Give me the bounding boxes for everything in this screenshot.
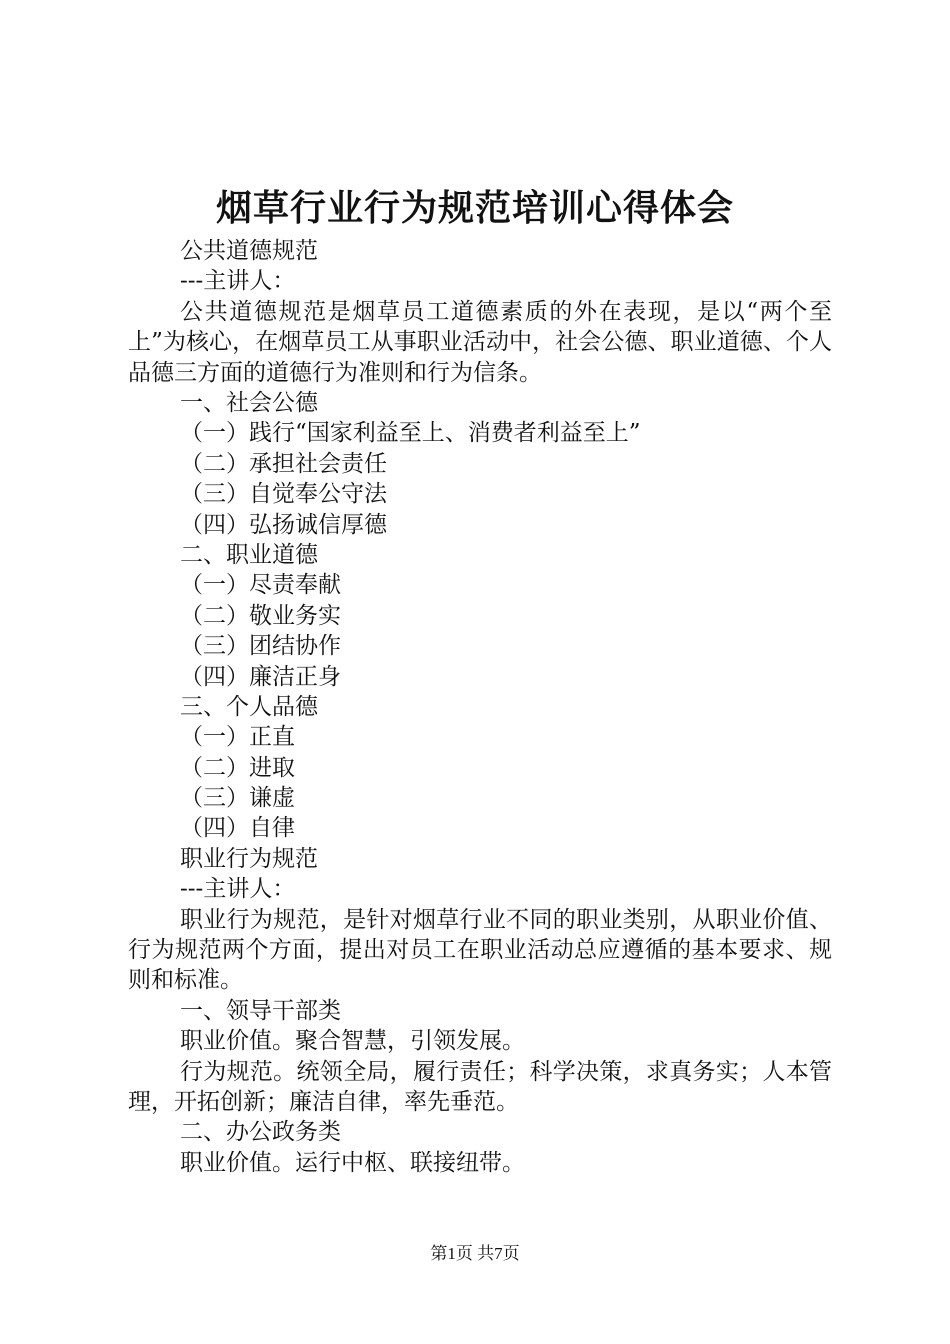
text-line: 职业价值。聚合智慧，引领发展。 [180,1028,525,1055]
list-heading: 一、社会公德 [180,390,318,416]
paragraph: 行为规范。统领全局，履行责任；科学决策，求真务实；人本管理，开拓创新；廉洁自律，率先垂范。 [128,1058,832,1116]
list-heading: 二、办公政务类 [180,1119,341,1146]
list-item: （三）谦虚 [180,785,295,812]
speaker-line: ---主讲人： [180,876,296,903]
list-item: （三）团结协作 [180,633,341,660]
paragraph: 公共道德规范是烟草员工道德素质的外在表现，是以“两个至上”为核心，在烟草员工从事职业活动中，社会公德、职业道德、个人品德三方面的道德行为准则和行为信条。 [128,298,832,386]
page-number-footer: 第1页 共7页 [430,1244,520,1263]
list-heading: 一、领导干部类 [180,997,341,1024]
list-item: （一）尽责奉献 [180,572,341,599]
section-heading: 职业行为规范 [180,845,318,872]
section-heading: 公共道德规范 [180,238,318,264]
document-title: 烟草行业行为规范培训心得体会 [215,187,734,229]
list-item: （四）弘扬诚信厚德 [180,511,387,538]
paragraph: 职业行为规范，是针对烟草行业不同的职业类别，从职业价值、行为规范两个方面，提出对员工在职业活动总应遵循的基本要求、规则和标准。 [128,906,832,994]
list-item: （三）自觉奉公守法 [180,481,387,508]
list-item: （二）敬业务实 [180,602,341,629]
list-item: （二）承担社会责任 [180,450,387,477]
list-item: （一）正直 [180,724,295,751]
list-heading: 三、个人品德 [180,693,318,720]
list-item: （一）践行“国家利益至上、消费者利益至上” [180,420,641,447]
text-line: 职业价值。运行中枢、联接纽带。 [180,1149,525,1176]
list-item: （四）自律 [180,815,295,842]
list-item: （四）廉洁正身 [180,663,341,690]
document-body [128,236,832,1178]
list-heading: 二、职业道德 [180,541,318,568]
list-item: （二）进取 [180,754,295,781]
speaker-line: ---主讲人： [180,268,296,295]
